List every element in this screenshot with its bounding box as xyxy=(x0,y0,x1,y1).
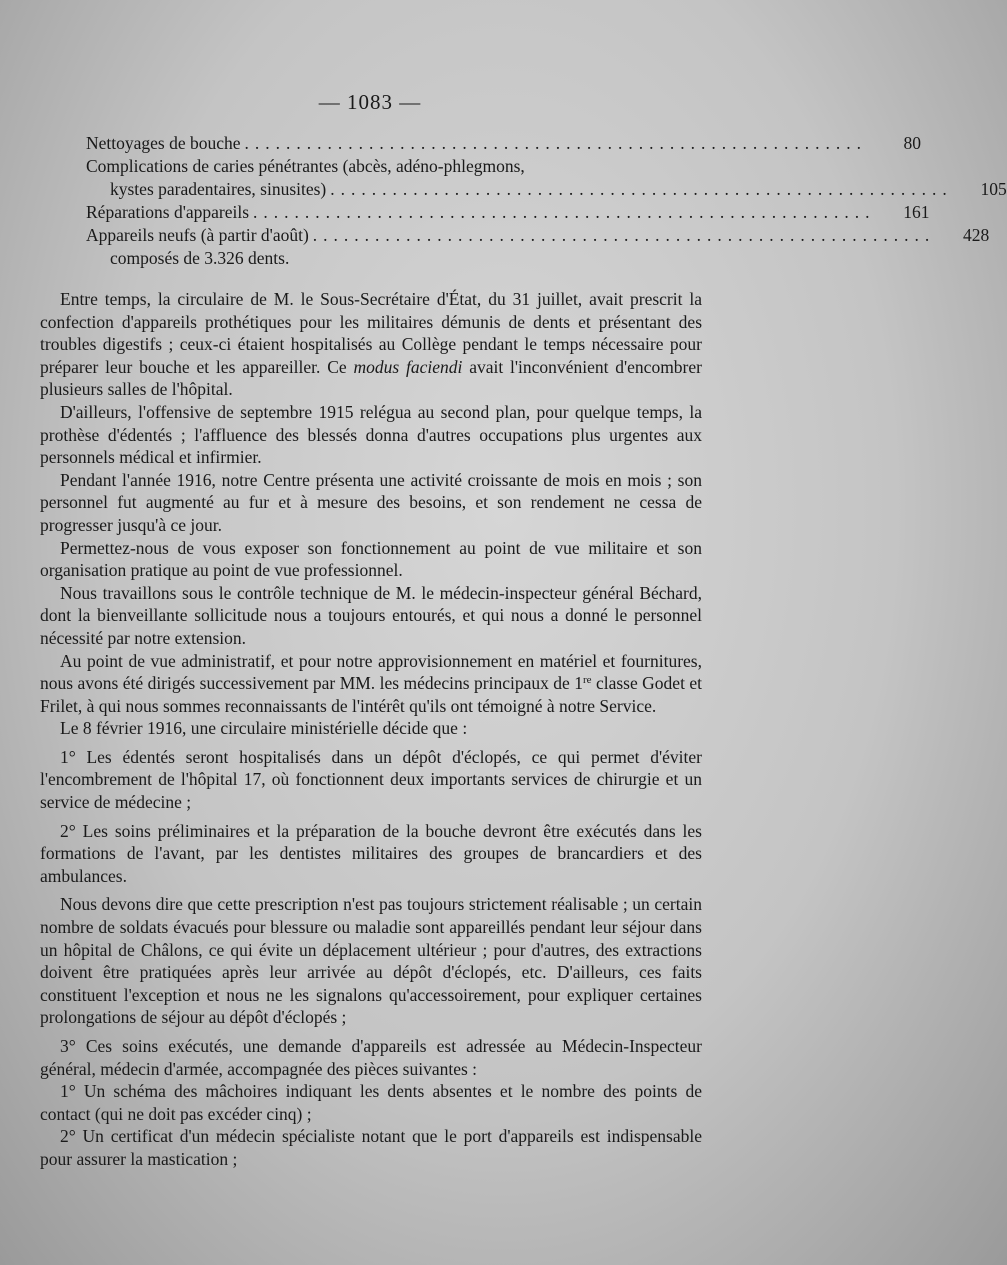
italic-phrase: modus faciendi xyxy=(353,356,463,377)
paragraph: Le 8 février 1916, une circulaire ministérielle décide que : xyxy=(60,718,468,739)
statistics-label: kystes paradentaires, sinusites) xyxy=(110,179,327,199)
statistics-value: 428 xyxy=(963,225,990,245)
statistics-label: Nettoyages de bouche xyxy=(86,133,241,153)
statistics-value: 80 xyxy=(903,133,922,153)
leader-dots: ............................................................ xyxy=(253,202,876,222)
paragraph: 1° Les édentés seront hospitalisés dans un dépôt d'éclopés, ce qui permet d'éviter l'encombrement de l'hôpital 17, où fonctionnent deux importants services de chirurgie et un service de médecine ; xyxy=(40,746,702,813)
paragraph: 1° Un schéma des mâchoires indiquant les dents absentes et le nombre des points de contact (qui ne doit pas excéder cinq) ; xyxy=(40,1081,702,1124)
statistics-row xyxy=(86,178,1007,201)
statistics-value: 105 xyxy=(980,179,1007,199)
paragraph-text: Au point de vue administratif, et pour notre approvisionnement en matériel et fournitures, nous avons été dirigés successivement par MM. les médecins principaux de 1 xyxy=(40,650,702,694)
statistics-label: Appareils neufs (à partir d'août) xyxy=(86,225,309,245)
leader-dots: ............................................................ xyxy=(330,179,953,199)
paragraph xyxy=(40,288,702,401)
statistics-label: Complications de caries pénétrantes (abcès, adéno-phlegmons, xyxy=(86,156,525,176)
statistics-label: composés de 3.326 dents. xyxy=(110,248,290,268)
paragraph-text: Entre temps, la circulaire de M. le Sous-Secrétaire d'État, du 31 juillet, avait prescrit la confection d'appareils prothétiques pour les militaires démunis de dents et présentant des troubles digestifs ; ceux-ci étaient hospitalisés au Collège pendant le temps nécessaire pour préparer leur bouche et les appareiller. Ce xyxy=(40,289,702,377)
statistics-row xyxy=(86,224,990,247)
statistics-label: Réparations d'appareils xyxy=(86,202,250,222)
leader-dots: ............................................................ xyxy=(244,133,868,153)
paragraph: 2° Un certificat d'un médecin spécialiste notant que le port d'appareils est indispensable pour assurer la mastication ; xyxy=(40,1126,702,1169)
page-number: — 1083 — xyxy=(318,90,422,114)
superscript: re xyxy=(582,674,592,687)
paragraph-text: avait l'inconvénient d'encombrer plusieurs salles de l'hôpital. xyxy=(40,356,702,400)
paragraph: Pendant l'année 1916, notre Centre présenta une activité croissante de mois en mois ; son personnel fut augmenté au fur et à mesure des besoins, et son rendement ne cessa de progresser jusqu'à ce jour. xyxy=(40,469,702,535)
paragraph: Permettez-nous de vous exposer son fonctionnement au point de vue militaire et son organisation pratique au point de vue professionnel. xyxy=(40,537,702,581)
body-text xyxy=(40,288,702,1171)
leader-dots: ............................................................ xyxy=(312,225,936,245)
statistics-value: 161 xyxy=(903,202,930,222)
statistics-row xyxy=(86,247,656,270)
paragraph: 3° Ces soins exécutés, une demande d'appareils est adressée au Médecin-Inspecteur général, médecin d'armée, accompagnée des pièces suivantes : xyxy=(40,1036,702,1079)
statistics-row xyxy=(86,132,922,155)
paragraph: Nous travaillons sous le contrôle technique de M. le médecin-inspecteur général Béchard, dont la bienveillante sollicitude nous a toujours entourés, et qui nous a donné le personnel nécessité par notre extension. xyxy=(40,582,702,648)
paragraph: D'ailleurs, l'offensive de septembre 1915 relégua au second plan, pour quelque temps, la prothèse d'édentés ; l'affluence des blessés donna d'autres occupations plus urgentes aux personnels médical et infirmier. xyxy=(40,401,702,468)
statistics-list xyxy=(86,132,1007,270)
statistics-row xyxy=(86,201,930,224)
statistics-row xyxy=(86,155,656,178)
paragraph: 2° Les soins préliminaires et la préparation de la bouche devront être exécutés dans les formations de l'avant, par les dentistes militaires des groupes de brancardiers et des ambulances. xyxy=(40,820,702,886)
paragraph-text: classe Godet et Frilet, à qui nous sommes reconnaissants de l'intérêt qu'ils ont témoigné à notre Service. xyxy=(40,673,702,716)
paragraph: Nous devons dire que cette prescription n'est pas toujours strictement réalisable ; un certain nombre de soldats évacués pour blessure ou maladie sont appareillés pendant leur séjour dans un hôpital de Châlons, ce qui évite un déplacement ultérieur ; pour d'autres, des extractions doivent être pratiquées après leur arrivée au dépôt d'éclopés, etc. D'ailleurs, ces faits constituent l'exception et nous ne les signalons qu'accessoirement, pour expliquer certaines prolongations de séjour au dépôt d'éclopés ; xyxy=(40,894,702,1028)
paragraph xyxy=(40,650,702,718)
